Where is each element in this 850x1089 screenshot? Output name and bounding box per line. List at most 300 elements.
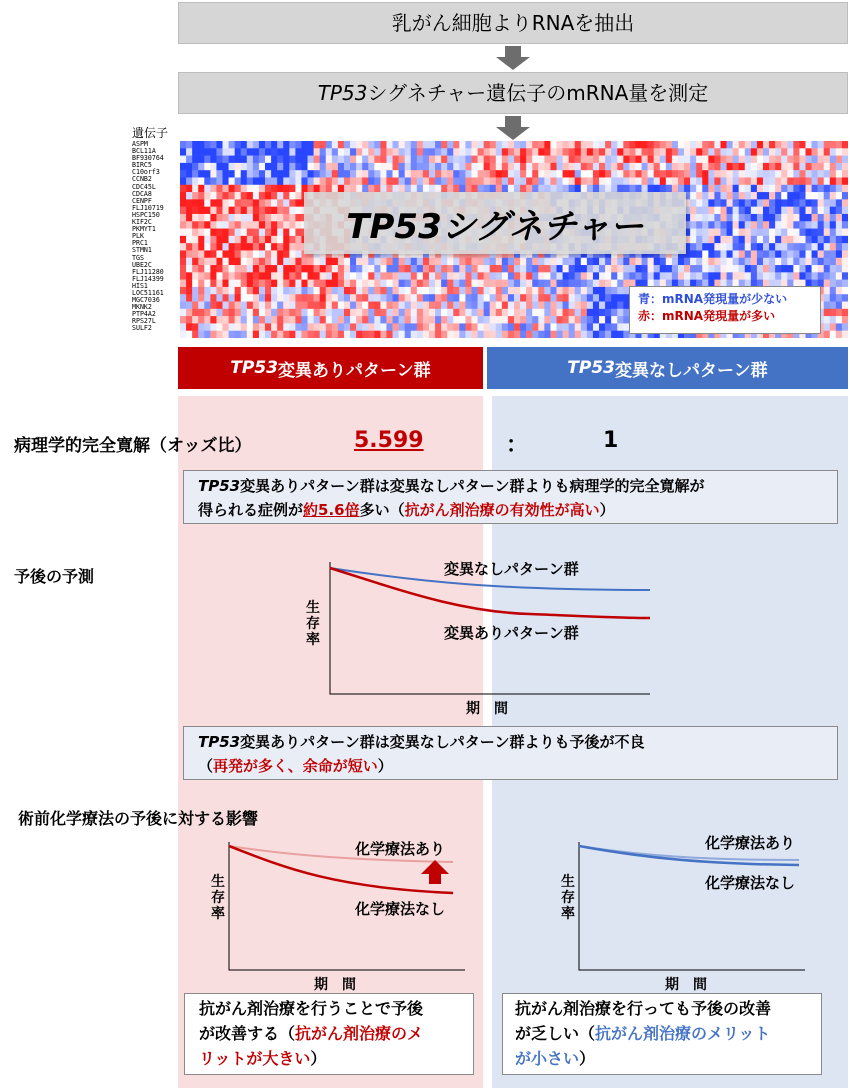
heatmap-cell: [277, 250, 283, 258]
heatmap-cell: [757, 214, 763, 222]
heatmap-cell: [235, 214, 241, 222]
heatmap-cell: [611, 323, 617, 331]
heatmap-cell: [216, 243, 222, 251]
heatmap-cell: [259, 316, 265, 324]
heatmap-cell: [441, 265, 447, 273]
heatmap-cell: [259, 287, 265, 295]
heatmap-cell: [186, 302, 192, 310]
heatmap-cell: [326, 331, 332, 338]
heatmap-cell: [374, 177, 380, 185]
heatmap-cell: [247, 229, 253, 237]
heatmap-cell: [180, 236, 186, 244]
heatmap-cell: [223, 214, 229, 222]
heatmap-cell: [405, 170, 411, 178]
heatmap-cell: [429, 294, 435, 302]
chemo-right-line2b: 抗がん剤治療のメリット: [595, 1024, 771, 1043]
heatmap-cell: [423, 258, 429, 266]
heatmap-cell: [836, 287, 842, 295]
heatmap-cell: [204, 294, 210, 302]
heatmap-cell: [672, 141, 678, 149]
heatmap-cell: [271, 141, 277, 149]
heatmap-cell: [399, 323, 405, 331]
heatmap-cell: [332, 331, 338, 338]
heatmap-cell: [599, 265, 605, 273]
heatmap-cell: [569, 294, 575, 302]
heatmap-cell: [411, 177, 417, 185]
mutant-group-header: [178, 347, 483, 389]
chemo-right-label-without: 化学療法なし: [705, 874, 796, 892]
heatmap-cell: [459, 156, 465, 164]
heatmap-cell: [253, 280, 259, 288]
heatmap-cell: [405, 141, 411, 149]
gene-name: CENPF: [132, 196, 152, 205]
heatmap-cell: [210, 265, 216, 273]
heatmap-cell: [538, 170, 544, 178]
heatmap-cell: [478, 170, 484, 178]
heatmap-cell: [557, 294, 563, 302]
heatmap-cell: [496, 148, 502, 156]
heatmap-cell: [204, 229, 210, 237]
heatmap-cell: [818, 250, 824, 258]
heatmap-cell: [593, 280, 599, 288]
heatmap-cell: [210, 199, 216, 207]
heatmap-cell: [235, 309, 241, 317]
heatmap-cell: [344, 170, 350, 178]
heatmap-cell: [453, 316, 459, 324]
heatmap-cell: [544, 170, 550, 178]
heatmap-cell: [763, 236, 769, 244]
heatmap-cell: [417, 272, 423, 280]
heatmap-cell: [241, 177, 247, 185]
heatmap-cell: [423, 294, 429, 302]
heatmap-cell: [386, 280, 392, 288]
heatmap-cell: [411, 163, 417, 171]
heatmap-cell: [405, 177, 411, 185]
heatmap-cell: [247, 141, 253, 149]
heatmap-cell: [411, 309, 417, 317]
heatmap-cell: [496, 309, 502, 317]
heatmap-cell: [229, 280, 235, 288]
heatmap-cell: [295, 272, 301, 280]
heatmap-cell: [192, 229, 198, 237]
heatmap-cell: [714, 243, 720, 251]
heatmap-cell: [520, 280, 526, 288]
heatmap-cell: [538, 302, 544, 310]
heatmap-cell: [818, 170, 824, 178]
heatmap-cell: [611, 280, 617, 288]
heatmap-cell: [648, 163, 654, 171]
heatmap-cell: [526, 280, 532, 288]
heatmap-cell: [520, 265, 526, 273]
gene-name: LOC51161: [132, 288, 164, 297]
heatmap-cell: [490, 163, 496, 171]
heatmap-cell: [757, 272, 763, 280]
odds-wildtype: 1: [603, 428, 619, 453]
heatmap-cell: [514, 302, 520, 310]
heatmap-cell: [617, 331, 623, 338]
heatmap-cell: [502, 272, 508, 280]
heatmap-cell: [781, 207, 787, 215]
heatmap-cell: [720, 199, 726, 207]
heatmap-cell: [453, 323, 459, 331]
heatmap-cell: [247, 170, 253, 178]
heatmap-cell: [453, 148, 459, 156]
heatmap-cell: [478, 163, 484, 171]
heatmap-cell: [818, 192, 824, 200]
heatmap-cell: [326, 177, 332, 185]
heatmap-cell: [830, 221, 836, 229]
heatmap-cell: [550, 316, 556, 324]
heatmap-cell: [751, 163, 757, 171]
heatmap-cell: [550, 323, 556, 331]
heatmap-cell: [690, 214, 696, 222]
heatmap-cell: [459, 258, 465, 266]
heatmap-cell: [484, 280, 490, 288]
heatmap-cell: [471, 323, 477, 331]
heatmap-cell: [368, 170, 374, 178]
heatmap-cell: [575, 323, 581, 331]
heatmap-cell: [812, 192, 818, 200]
heatmap-cell: [447, 170, 453, 178]
heatmap-cell: [253, 177, 259, 185]
heatmap-cell: [308, 309, 314, 317]
heatmap-cell: [180, 163, 186, 171]
heatmap-cell: [799, 250, 805, 258]
heatmap-cell: [830, 141, 836, 149]
heatmap-cell: [654, 148, 660, 156]
heatmap-cell: [423, 302, 429, 310]
heatmap-cell: [617, 280, 623, 288]
heatmap-cell: [666, 163, 672, 171]
heatmap-cell: [739, 272, 745, 280]
heatmap-cell: [429, 163, 435, 171]
heatmap-cell: [696, 229, 702, 237]
heatmap-cell: [429, 302, 435, 310]
heatmap-cell: [787, 258, 793, 266]
heatmap-cell: [405, 323, 411, 331]
heatmap-cell: [344, 280, 350, 288]
heatmap-cell: [739, 156, 745, 164]
heatmap-cell: [763, 214, 769, 222]
heatmap-cell: [733, 258, 739, 266]
heatmap-cell: [380, 309, 386, 317]
heatmap-cell: [459, 141, 465, 149]
heatmap-cell: [229, 221, 235, 229]
heatmap-cell: [769, 177, 775, 185]
heatmap-cell: [216, 163, 222, 171]
heatmap-cell: [678, 272, 684, 280]
heatmap-cell: [678, 156, 684, 164]
heatmap-cell: [210, 170, 216, 178]
heatmap-cell: [393, 316, 399, 324]
heatmap-cell: [836, 331, 842, 338]
heatmap-cell: [253, 265, 259, 273]
chemo-right-line3b: ）: [579, 1049, 596, 1068]
heatmap-cell: [320, 287, 326, 295]
heatmap-cell: [544, 309, 550, 317]
heatmap-cell: [259, 309, 265, 317]
heatmap-cell: [295, 141, 301, 149]
heatmap-cell: [532, 170, 538, 178]
heatmap-cell: [812, 236, 818, 244]
heatmap-cell: [423, 309, 429, 317]
heatmap-cell: [830, 323, 836, 331]
heatmap-cell: [642, 141, 648, 149]
heatmap-cell: [769, 236, 775, 244]
heatmap-cell: [204, 148, 210, 156]
heatmap-cell: [793, 236, 799, 244]
heatmap-cell: [223, 229, 229, 237]
heatmap-cell: [223, 250, 229, 258]
heatmap-cell: [514, 294, 520, 302]
heatmap-cell: [599, 141, 605, 149]
heatmap-cell: [180, 214, 186, 222]
chemo-left-ylabel: 生存率: [211, 874, 225, 922]
heatmap-cell: [702, 148, 708, 156]
heatmap-cell: [283, 185, 289, 193]
heatmap-cell: [453, 177, 459, 185]
heatmap-cell: [441, 156, 447, 164]
gene-name: ASPM: [132, 140, 148, 148]
heatmap-cell: [593, 294, 599, 302]
heatmap-cell: [405, 265, 411, 273]
heatmap-cell: [271, 163, 277, 171]
heatmap-cell: [320, 141, 326, 149]
heatmap-cell: [544, 272, 550, 280]
heatmap-cell: [393, 302, 399, 310]
heatmap-cell: [253, 221, 259, 229]
heatmap-cell: [508, 302, 514, 310]
heatmap-cell: [429, 272, 435, 280]
heatmap-cell: [727, 170, 733, 178]
heatmap-cell: [550, 148, 556, 156]
heatmap-cell: [338, 287, 344, 295]
heatmap-cell: [805, 156, 811, 164]
heatmap-cell: [265, 163, 271, 171]
heatmap-cell: [380, 331, 386, 338]
prognosis-label-mutant: 変異ありパターン群: [444, 624, 579, 642]
heatmap-cell: [393, 177, 399, 185]
heatmap-cell: [277, 214, 283, 222]
heatmap-cell: [277, 163, 283, 171]
heatmap-cell: [484, 323, 490, 331]
gene-header: 遺伝子: [132, 126, 169, 140]
heatmap-cell: [332, 177, 338, 185]
heatmap-cell: [532, 323, 538, 331]
heatmap-cell: [320, 258, 326, 266]
heatmap-cell: [192, 265, 198, 273]
heatmap-cell: [787, 156, 793, 164]
heatmap-cell: [836, 280, 842, 288]
heatmap-cell: [544, 316, 550, 324]
heatmap-cell: [235, 280, 241, 288]
heatmap-cell: [727, 243, 733, 251]
heatmap-cell: [271, 331, 277, 338]
heatmap-cell: [229, 309, 235, 317]
heatmap-cell: [690, 243, 696, 251]
heatmap-cell: [635, 141, 641, 149]
heatmap-cell: [277, 148, 283, 156]
heatmap-cell: [611, 156, 617, 164]
heatmap-cell: [593, 170, 599, 178]
heatmap-cell: [824, 177, 830, 185]
heatmap-cell: [654, 258, 660, 266]
heatmap-cell: [447, 294, 453, 302]
heatmap-cell: [757, 185, 763, 193]
heatmap-cell: [708, 177, 714, 185]
gene-name: RPS27L: [132, 317, 156, 326]
heatmap-cell: [824, 141, 830, 149]
heatmap-cell: [830, 265, 836, 273]
heatmap-cell: [465, 287, 471, 295]
heatmap-cell: [702, 141, 708, 149]
heatmap-cell: [259, 331, 265, 338]
heatmap-cell: [605, 141, 611, 149]
heatmap-cell: [435, 265, 441, 273]
heatmap-cell: [441, 163, 447, 171]
heatmap-cell: [538, 294, 544, 302]
heatmap-cell: [253, 148, 259, 156]
heatmap-cell: [271, 192, 277, 200]
heatmap-cell: [374, 258, 380, 266]
heatmap-cell: [247, 265, 253, 273]
heatmap-cell: [344, 148, 350, 156]
heatmap-cell: [611, 309, 617, 317]
heatmap-cell: [690, 192, 696, 200]
heatmap-cell: [429, 287, 435, 295]
heatmap-cell: [769, 185, 775, 193]
heatmap-cell: [332, 272, 338, 280]
heatmap-cell: [605, 258, 611, 266]
heatmap-cell: [314, 177, 320, 185]
heatmap-cell: [186, 221, 192, 229]
heatmap-cell: [635, 156, 641, 164]
heatmap-cell: [781, 272, 787, 280]
heatmap-cell: [308, 170, 314, 178]
heatmap-cell: [465, 316, 471, 324]
heatmap-cell: [308, 331, 314, 338]
heatmap-cell: [229, 294, 235, 302]
heatmap-cell: [465, 163, 471, 171]
heatmap-cell: [399, 156, 405, 164]
heatmap-cell: [793, 250, 799, 258]
heatmap-cell: [538, 141, 544, 149]
heatmap-cell: [520, 316, 526, 324]
heatmap-cell: [818, 258, 824, 266]
heatmap-cell: [265, 294, 271, 302]
heatmap-cell: [362, 156, 368, 164]
heatmap-cell: [320, 280, 326, 288]
heatmap-cell: [235, 258, 241, 266]
heatmap-cell: [441, 309, 447, 317]
heatmap-cell: [787, 199, 793, 207]
heatmap-cell: [204, 258, 210, 266]
heatmap-cell: [787, 221, 793, 229]
heatmap-cell: [362, 280, 368, 288]
heatmap-cell: [223, 199, 229, 207]
heatmap-cell: [289, 309, 295, 317]
heatmap-cell: [617, 148, 623, 156]
heatmap-cell: [265, 243, 271, 251]
heatmap-cell: [223, 316, 229, 324]
heatmap-cell: [769, 170, 775, 178]
pcr-box-line2a: 得られる症例が: [198, 501, 304, 519]
heatmap-cell: [532, 294, 538, 302]
heatmap-cell: [818, 156, 824, 164]
heatmap-cell: [775, 199, 781, 207]
heatmap-cell: [471, 316, 477, 324]
heatmap-cell: [465, 265, 471, 273]
heatmap-cell: [502, 287, 508, 295]
heatmap-cell: [830, 309, 836, 317]
heatmap-cell: [223, 207, 229, 215]
heatmap-cell: [793, 243, 799, 251]
heatmap-cell: [332, 156, 338, 164]
heatmap-cell: [538, 258, 544, 266]
heatmap-cell: [204, 163, 210, 171]
heatmap-cell: [702, 199, 708, 207]
heatmap-cell: [502, 156, 508, 164]
heatmap-cell: [204, 207, 210, 215]
heatmap-cell: [289, 156, 295, 164]
heatmap-cell: [787, 272, 793, 280]
heatmap-cell: [204, 250, 210, 258]
heatmap-cell: [301, 331, 307, 338]
heatmap-cell: [708, 265, 714, 273]
heatmap-cell: [581, 294, 587, 302]
heatmap-cell: [465, 309, 471, 317]
heatmap-cell: [727, 214, 733, 222]
heatmap-cell: [484, 331, 490, 338]
heatmap-cell: [484, 309, 490, 317]
heatmap-cell: [441, 272, 447, 280]
heatmap-cell: [289, 148, 295, 156]
heatmap-cell: [684, 272, 690, 280]
chemo-left-xlabel: 期 間: [314, 977, 356, 993]
heatmap-cell: [702, 185, 708, 193]
heatmap-cell: [393, 148, 399, 156]
heatmap-cell: [538, 265, 544, 273]
wt-tp53: TP53: [567, 358, 616, 378]
heatmap-cell: [769, 214, 775, 222]
heatmap-cell: [247, 156, 253, 164]
heatmap-cell: [793, 177, 799, 185]
heatmap-cell: [714, 207, 720, 215]
heatmap-cell: [356, 294, 362, 302]
heatmap-cell: [550, 141, 556, 149]
heatmap-cell: [241, 148, 247, 156]
gene-name: FLJ14399: [132, 274, 164, 283]
heatmap-cell: [283, 287, 289, 295]
heatmap-cell: [842, 229, 848, 237]
heatmap-cell: [720, 192, 726, 200]
heatmap-cell: [587, 141, 593, 149]
heatmap-cell: [198, 229, 204, 237]
heatmap-cell: [192, 258, 198, 266]
heatmap-cell: [289, 192, 295, 200]
heatmap-cell: [563, 258, 569, 266]
heatmap-cell: [799, 272, 805, 280]
heatmap-cell: [338, 156, 344, 164]
heatmap-cell: [265, 229, 271, 237]
heatmap-cell: [356, 258, 362, 266]
gene-name: FLJ10719: [132, 203, 164, 212]
heatmap-cell: [386, 323, 392, 331]
heatmap-cell: [490, 258, 496, 266]
heatmap-cell: [684, 265, 690, 273]
heatmap-cell: [216, 272, 222, 280]
heatmap-cell: [380, 141, 386, 149]
